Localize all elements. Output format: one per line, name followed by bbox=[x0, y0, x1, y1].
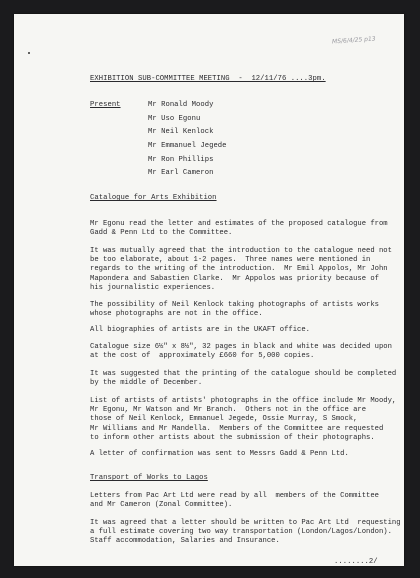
text-line: Gadd & Penn Ltd to the Committee. bbox=[90, 229, 233, 238]
text-line: to inform other artists about the submission of their photographs. bbox=[90, 433, 375, 442]
paragraph bbox=[90, 397, 396, 443]
section-title-transport: Transport of Works to Lagos bbox=[90, 474, 208, 482]
text-line: a full estimate covering two way transportation (London/Lagos/London). bbox=[90, 528, 392, 537]
text-line: Mr Williams and Mr Mandella. Members of the Committee are requested bbox=[90, 424, 384, 433]
text-line: Staff accommodation, Salaries and Insurance. bbox=[90, 537, 280, 546]
paragraph bbox=[90, 247, 392, 293]
archive-reference: MS/6/4/25 p13 bbox=[331, 35, 376, 46]
attendee: Mr Neil Kenlock bbox=[148, 128, 214, 136]
attendee: Mr Ronald Moody bbox=[148, 101, 214, 109]
paragraph bbox=[90, 370, 396, 388]
text-line: Mr Egonu, Mr Watson and Mr Branch. Others not in the office are bbox=[90, 406, 367, 415]
text-line: his journalistic experiences. bbox=[90, 283, 216, 292]
continuation-marker: ........2/ bbox=[334, 558, 378, 566]
text-line: Mapondera and Sabastien Clarke. Mr Appolos was priority because of bbox=[90, 274, 379, 283]
paragraph bbox=[90, 519, 401, 547]
text-line: regards to the writing of the introduction. Mr Emil Appolos, Mr John bbox=[90, 265, 388, 274]
punch-mark bbox=[28, 52, 30, 54]
text-line: at the cost of approximately £660 for 5,000 copies. bbox=[90, 352, 315, 361]
text-line: List of artists of artists' photographs in the office include Mr Moody, bbox=[90, 397, 397, 405]
text-line: All biographies of artists are in the UKAFT office. bbox=[90, 326, 310, 334]
text-line: Catalogue size 6½" x 8½", 32 pages in black and white was decided upon bbox=[90, 343, 392, 351]
text-line: those of Neil Kenlock, Emmanuel Jegede, Ossie Murray, S Smock, bbox=[90, 415, 358, 424]
attendee: Mr Emmanuel Jegede bbox=[148, 142, 227, 150]
text-line: The possibility of Neil Kenlock taking photographs of artists works bbox=[90, 301, 379, 309]
text-line: It was suggested that the printing of the catalogue should be completed bbox=[90, 370, 397, 378]
text-line: by the middle of December. bbox=[90, 379, 203, 388]
paragraph bbox=[90, 492, 379, 510]
text-line: It was mutually agreed that the introduction to the catalogue need not bbox=[90, 247, 392, 255]
present-label: Present bbox=[90, 101, 121, 109]
text-line: Mr Egonu read the letter and estimates of the proposed catalogue from bbox=[90, 220, 388, 228]
paragraph bbox=[90, 220, 388, 238]
text-line: be too elaborate, about 1-2 pages. Three names were mentioned in bbox=[90, 256, 371, 265]
document-page bbox=[14, 14, 404, 566]
attendee: Mr Ron Phillips bbox=[148, 156, 214, 164]
paragraph bbox=[90, 326, 310, 335]
text-line: and Mr Cameron (Zonal Committee). bbox=[90, 501, 233, 510]
text-line: A letter of confirmation was sent to Messrs Gadd & Penn Ltd. bbox=[90, 450, 349, 458]
paragraph bbox=[90, 343, 392, 361]
meeting-heading: EXHIBITION SUB-COMMITTEE MEETING - 12/11/76 ....3pm. bbox=[90, 75, 326, 83]
attendee: Mr Uso Egonu bbox=[148, 115, 201, 123]
text-line: whose photographs are not in the office. bbox=[90, 310, 263, 319]
text-line: It was agreed that a letter should be written to Pac Art Ltd requesting bbox=[90, 519, 401, 527]
text-line: Letters from Pac Art Ltd were read by all members of the Committee bbox=[90, 492, 379, 500]
paragraph bbox=[90, 450, 349, 459]
paragraph bbox=[90, 301, 379, 319]
section-title-catalogue: Catalogue for Arts Exhibition bbox=[90, 194, 217, 202]
attendee: Mr Earl Cameron bbox=[148, 169, 214, 177]
